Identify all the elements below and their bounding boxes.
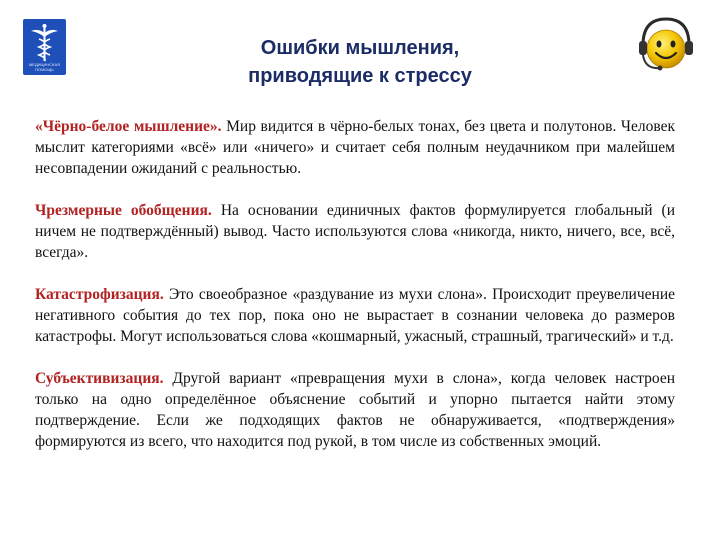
paragraph-text: Другой вариант «превращения мухи в слона», когда человек настроен только на одно определённое объяснение событий и упорно пытается найти этому подтверждение. Если же подходящих фактов не обнаруживается, «подтверждения» формируются из всего, что находится под рукой, в том числе из собственных эмоций. [35,370,675,450]
paragraph-text: Мир видится в чёрно-белых тонах, без цвета и полутонов. Человек мыслит категориями «всё» или «ничего» и считает себя полным неудачником при малейшем несовпадении ожиданий с реальностью. [35,118,676,177]
smiley-headset-icon [633,13,699,79]
term-label: Катастрофизация. [35,286,164,303]
medical-logo [23,19,66,75]
paragraph-black-white-thinking [35,116,675,179]
title-line-2: приводящие к стрессу [248,65,472,87]
title-line-1: Ошибки мышления, [260,37,460,59]
paragraph-text: Это своеобразное «раздувание из мухи слона». Происходит преувеличение негативного события до тех пор, пока оно не вырастает в сознании человека до размеров катастрофы. Могут использоваться слова «кошмарный, ужасный, страшный, трагический» и т.д. [35,286,675,345]
paragraph-catastrophizing [35,284,675,347]
page-title [160,34,560,90]
paragraph-subjectivization [35,368,675,452]
logo-caption: МЕДИЦИНСКАЯ ПОМОЩЬ [28,62,61,72]
term-label: «Чёрно-белое мышление». [35,118,222,135]
paragraph-overgeneralization [35,200,675,263]
paragraph-text: На основании единичных фактов формулируется глобальный (и ничем не подтверждённый) вывод. Часто используются слова «никогда, никто, ничего, все, всё, всегда». [35,202,675,261]
term-label: Чрезмерные обобщения. [35,202,212,219]
term-label: Субъективизация. [35,370,164,387]
content-body [35,116,675,473]
